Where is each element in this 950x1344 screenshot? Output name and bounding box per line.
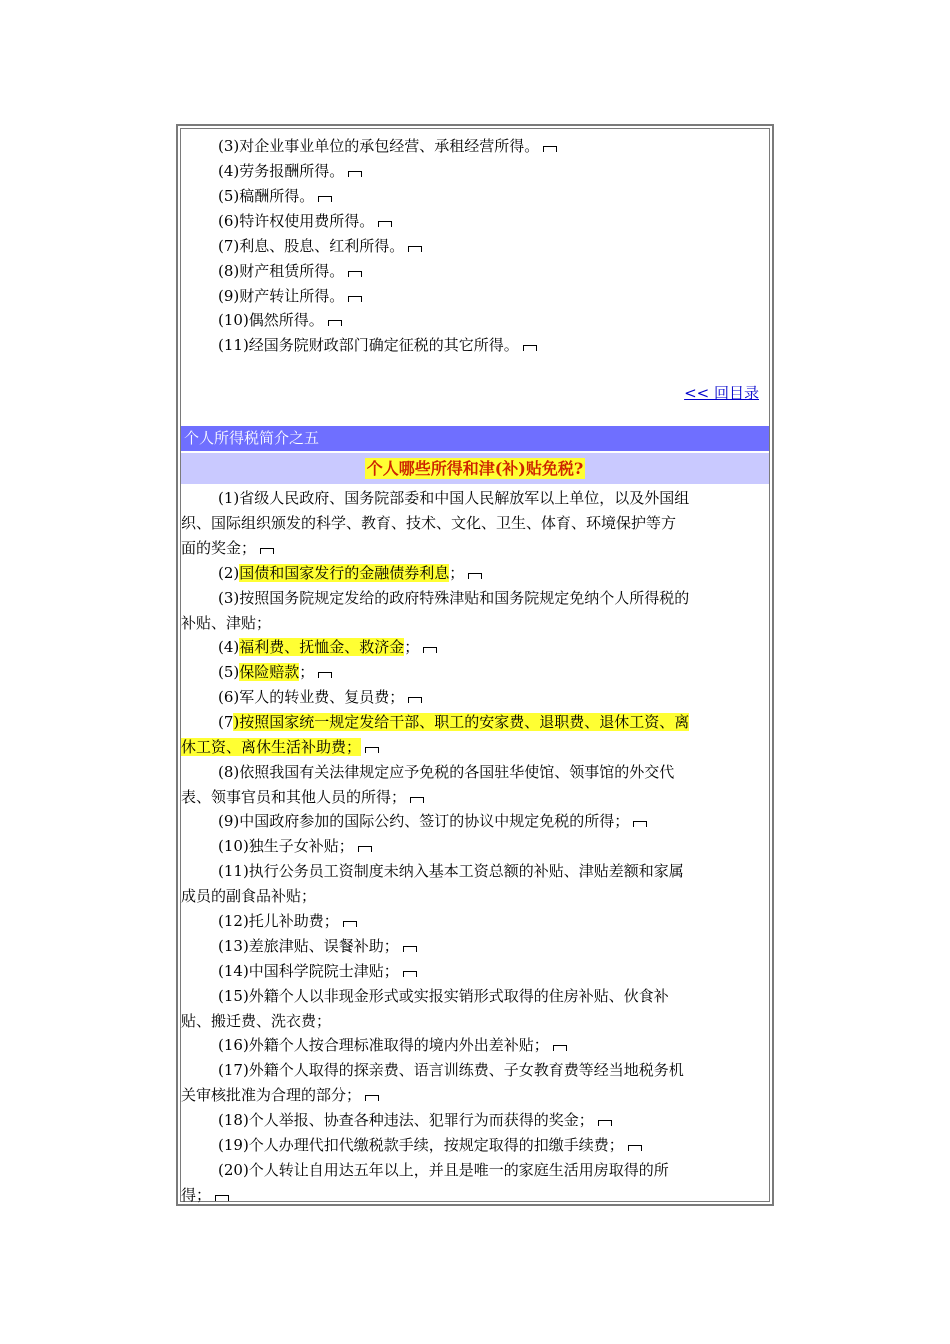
item-text: (17)外籍个人取得的探亲费、语言训练费、子女教育费等经当地税务机 [218, 1061, 684, 1079]
section-heading: 个人哪些所得和津(补)贴免税? [366, 459, 584, 478]
content-panel [180, 128, 770, 1202]
list-item [181, 159, 362, 184]
paragraph-mark-icon [358, 846, 372, 852]
paragraph-mark-icon [348, 271, 362, 277]
paragraph-mark-icon [260, 548, 274, 554]
item-text: (8)财产租赁所得。 [218, 262, 345, 280]
paragraph-mark-icon [598, 1120, 612, 1126]
item-text: (6)军人的转业费、复员费； [218, 688, 405, 706]
list-item [181, 660, 332, 685]
item-text: ； [449, 564, 465, 582]
list-item [181, 284, 362, 309]
item-text: 关审核批准为合理的部分； [181, 1086, 362, 1104]
item-text: 表、领事官员和其他人员的所得； [181, 788, 407, 806]
section-title-bar [181, 426, 769, 451]
item-text: (1)省级人民政府、国务院部委和中国人民解放军以上单位，以及外国组 [218, 489, 690, 507]
item-text: (16)外籍个人按合理标准取得的境内外出差补贴； [218, 1036, 549, 1054]
highlighted-text: 国债和国家发行的金融债券利息 [239, 564, 450, 582]
paragraph-mark-icon [633, 821, 647, 827]
section-title: 个人所得税简介之五 [184, 429, 320, 447]
item-text: 贴、搬迁费、洗衣费； [181, 1012, 332, 1030]
item-text: (4)劳务报酬所得。 [218, 162, 345, 180]
item-text: (3)按照国务院规定发给的政府特殊津贴和国务院规定免纳个人所得税的 [218, 589, 690, 607]
paragraph-mark-icon [628, 1145, 642, 1151]
paragraph-mark-icon [408, 697, 422, 703]
item-text: (3)对企业事业单位的承包经营、承租经营所得。 [218, 137, 540, 155]
list-item [181, 1158, 669, 1183]
item-text: (9)中国政府参加的国际公约、签订的协议中规定免税的所得； [218, 812, 630, 830]
item-text: 成员的副食品补贴； [181, 887, 317, 905]
list-item [181, 760, 674, 785]
list-item [181, 710, 689, 735]
list-item-cont [181, 1183, 229, 1208]
list-item [181, 635, 437, 660]
list-item [181, 209, 392, 234]
list-item-cont [181, 1009, 331, 1034]
paragraph-mark-icon [348, 296, 362, 302]
item-text: (20)个人转让自用达五年以上，并且是唯一的家庭生活用房取得的所 [218, 1161, 669, 1179]
list-item-cont [181, 511, 676, 536]
list-item [181, 934, 417, 959]
item-text: (5)稿酬所得。 [218, 187, 315, 205]
list-item [181, 1033, 567, 1058]
highlighted-text: )按照国家统一规定发给干部、职工的安家费、退职费、退休工资、离 [233, 713, 690, 731]
item-text: (14)中国科学院院士津贴； [218, 962, 399, 980]
item-text: 织、国际组织颁发的科学、教育、技术、文化、卫生、体育、环境保护等方 [181, 514, 677, 532]
paragraph-mark-icon [408, 246, 422, 252]
highlighted-text: 休工资、离休生活补助费； [181, 738, 362, 756]
list-item-cont [181, 536, 274, 561]
paragraph-mark-icon [403, 971, 417, 977]
paragraph-mark-icon [348, 171, 362, 177]
highlighted-text: 保险赔款 [239, 663, 300, 681]
item-text: (9)财产转让所得。 [218, 287, 345, 305]
paragraph-mark-icon [378, 221, 392, 227]
paragraph-mark-icon [403, 946, 417, 952]
item-number: (7 [218, 713, 234, 731]
paragraph-mark-icon [523, 345, 537, 351]
list-item [181, 959, 417, 984]
list-item [181, 1058, 684, 1083]
list-item [181, 984, 669, 1009]
list-item [181, 486, 689, 511]
paragraph-mark-icon [318, 672, 332, 678]
item-text: (19)个人办理代扣代缴税款手续，按规定取得的扣缴手续费； [218, 1136, 624, 1154]
list-item [181, 809, 647, 834]
item-text: (12)托儿补助费； [218, 912, 339, 930]
item-text: (11)执行公务员工资制度未纳入基本工资总额的补贴、津贴差额和家属 [218, 862, 684, 880]
list-item [181, 1133, 642, 1158]
list-item-cont [181, 1083, 379, 1108]
paragraph-mark-icon [468, 573, 482, 579]
list-item [181, 834, 372, 859]
list-item-cont [181, 884, 316, 909]
item-text: 面的奖金； [181, 539, 257, 557]
list-item [181, 333, 537, 358]
list-item [181, 234, 422, 259]
paragraph-mark-icon [215, 1195, 229, 1201]
list-item-cont [181, 785, 424, 810]
list-item-cont [181, 735, 379, 760]
item-text: (10)独生子女补贴； [218, 837, 354, 855]
paragraph-mark-icon [318, 196, 332, 202]
item-text: (10)偶然所得。 [218, 311, 324, 329]
item-text: (8)依照我国有关法律规定应予免税的各国驻华使馆、领事馆的外交代 [218, 763, 675, 781]
item-text: (18)个人举报、协查各种违法、犯罪行为而获得的奖金； [218, 1111, 594, 1129]
list-item [181, 184, 332, 209]
paragraph-mark-icon [553, 1045, 567, 1051]
list-item [181, 586, 689, 611]
item-text: (11)经国务院财政部门确定征税的其它所得。 [218, 336, 519, 354]
item-text: ； [404, 638, 420, 656]
item-text: (7)利息、股息、红利所得。 [218, 237, 405, 255]
paragraph-mark-icon [423, 647, 437, 653]
item-text: (15)外籍个人以非现金形式或实报实销形式取得的住房补贴、伙食补 [218, 987, 669, 1005]
item-text: ； [299, 663, 315, 681]
list-item [181, 859, 684, 884]
highlighted-text: 福利费、抚恤金、救济金 [239, 638, 405, 656]
list-item-cont [181, 611, 271, 636]
item-text: 得； [181, 1186, 212, 1204]
list-item [181, 561, 482, 586]
paragraph-mark-icon [543, 146, 557, 152]
list-item [181, 1108, 612, 1133]
item-number: (5) [218, 663, 240, 681]
content-frame [176, 124, 774, 1206]
section-heading-bar [181, 453, 769, 484]
item-text: (13)差旅津贴、误餐补助； [218, 937, 399, 955]
list-item [181, 134, 557, 159]
paragraph-mark-icon [328, 320, 342, 326]
back-to-contents-link[interactable]: << 回目录 [684, 384, 759, 402]
list-item [181, 308, 342, 333]
list-item [181, 685, 422, 710]
paragraph-mark-icon [410, 797, 424, 803]
item-text: (6)特许权使用费所得。 [218, 212, 375, 230]
item-text: 补贴、津贴； [181, 614, 272, 632]
item-number: (4) [218, 638, 240, 656]
paragraph-mark-icon [365, 747, 379, 753]
list-item [181, 259, 362, 284]
paragraph-mark-icon [343, 921, 357, 927]
list-item [181, 909, 357, 934]
item-number: (2) [218, 564, 240, 582]
paragraph-mark-icon [365, 1095, 379, 1101]
